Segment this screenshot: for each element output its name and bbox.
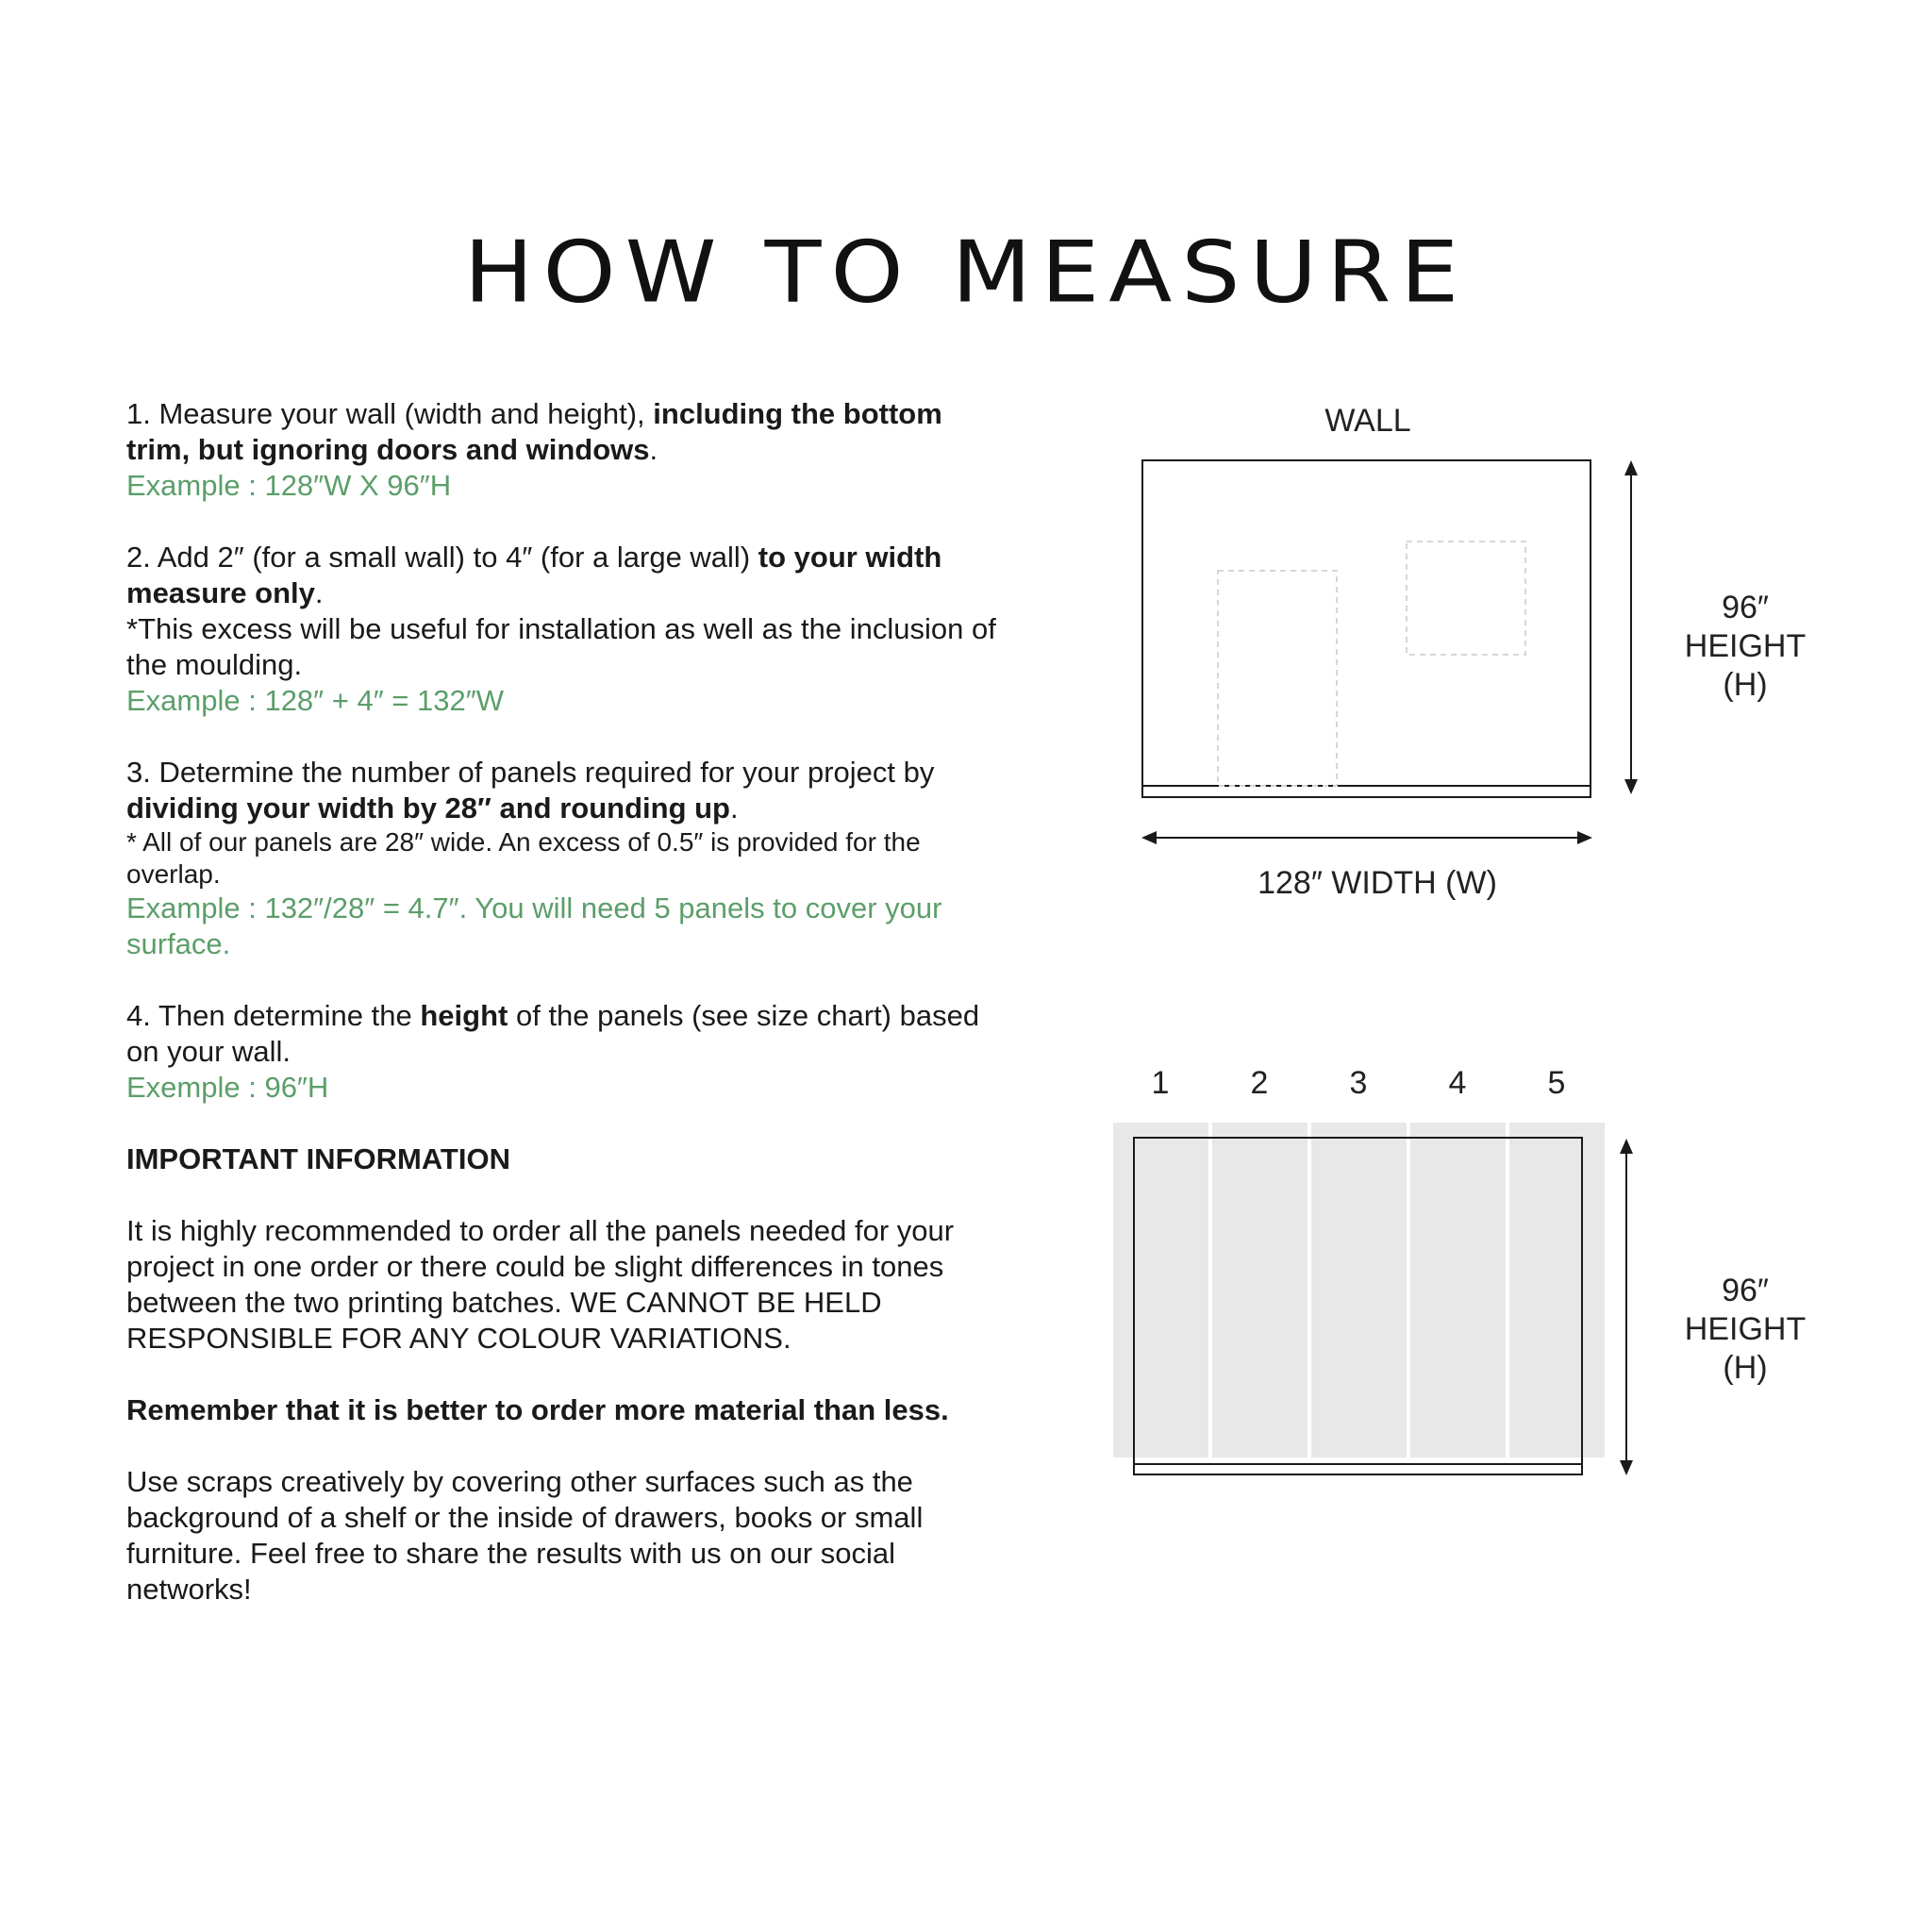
panel-number-2: 2: [1250, 1065, 1269, 1101]
step-3-note: * All of our panels are 28″ wide. An excess of 0.5″ is provided for the overlap.: [126, 827, 921, 889]
instructions-column: [126, 396, 1013, 1643]
step-4-tail: of the panels (see size chart) based on your wall.: [126, 999, 980, 1068]
panel-4: [1410, 1123, 1506, 1457]
panels-height-value: 96″: [1722, 1273, 1769, 1308]
panel-3: [1311, 1123, 1407, 1457]
page-title: HOW TO MEASURE: [463, 223, 1469, 323]
wall-outline: [1142, 460, 1591, 797]
panels-diagram: [1113, 1123, 1651, 1481]
remember-note: Remember that it is better to order more material than less.: [126, 1393, 949, 1426]
panel-strips: [1113, 1123, 1605, 1457]
step-2-note: *This excess will be useful for installation as well as the inclusion of the moulding.: [126, 612, 996, 681]
panel-number-1: 1: [1151, 1065, 1170, 1101]
wall-height-value: 96″: [1722, 590, 1769, 625]
important-heading: IMPORTANT INFORMATION: [126, 1142, 510, 1175]
panel-number-3: 3: [1349, 1065, 1368, 1101]
panel-number-5: 5: [1547, 1065, 1566, 1101]
step-2-example: Example : 128″ + 4″ = 132″W: [126, 684, 504, 717]
step-2-lead: 2. Add 2″ (for a small wall) to 4″ (for a large wall): [126, 541, 758, 574]
panels-height-abbr: (H): [1723, 1350, 1768, 1386]
step-1: [126, 396, 1013, 504]
step-1-tail: .: [649, 433, 658, 466]
wall-width-label: 128″ WIDTH (W): [1257, 865, 1497, 901]
step-3-emphasis: dividing your width by 28″ and rounding up: [126, 791, 730, 824]
step-4-lead: 4. Then determine the: [126, 999, 421, 1032]
step-1-example: Example : 128″W X 96″H: [126, 469, 452, 502]
wall-height-label: [1660, 589, 1830, 705]
step-4-example: Exemple : 96″H: [126, 1071, 329, 1104]
panel-2: [1212, 1123, 1307, 1457]
width-arrow: [1141, 831, 1592, 844]
panels-height-word: HEIGHT: [1684, 1311, 1807, 1347]
step-3-lead: 3. Determine the number of panels required for your project by: [126, 756, 935, 789]
wall-height-word: HEIGHT: [1684, 628, 1807, 664]
step-3: [126, 755, 1013, 962]
window-outline: [1407, 541, 1525, 655]
panels-height-arrow: [1620, 1139, 1633, 1475]
panel-5: [1509, 1123, 1605, 1457]
height-arrow: [1624, 460, 1638, 794]
wall-height-abbr: (H): [1723, 667, 1768, 703]
panels-height-label: [1660, 1272, 1830, 1388]
step-2-text: [126, 540, 1013, 611]
important-paragraph: It is highly recommended to order all the panels needed for your project in one order or there could be slight differences in tones between the two printing batches. WE CANNOT BE HELD RESPONSIBLE FOR ANY COLOUR VARIATIONS.: [126, 1214, 955, 1355]
wall-label: WALL: [1324, 403, 1411, 439]
step-4-emphasis: height: [420, 999, 508, 1032]
wall-diagram: [1123, 443, 1651, 858]
door-outline: [1218, 571, 1337, 786]
step-1-text: [126, 396, 1013, 468]
step-2: [126, 540, 1013, 719]
step-2-emphasis: to your width measure only: [126, 541, 942, 609]
step-3-text: [126, 755, 1013, 826]
panel-number-4: 4: [1448, 1065, 1467, 1101]
step-3-example: Example : 132″/28″ = 4.7″. You will need 5 panels to cover your surface.: [126, 891, 942, 960]
step-3-tail: .: [730, 791, 739, 824]
scraps-paragraph: Use scraps creatively by covering other surfaces such as the background of a shelf or the inside of drawers, books or small furniture. Feel free to share the results with us on our social networks!: [126, 1465, 924, 1606]
panel-numbers: [1132, 1064, 1604, 1104]
step-1-emphasis: including the bottom trim, but ignoring doors and windows: [126, 397, 942, 466]
panel-1: [1113, 1123, 1208, 1457]
step-2-tail: .: [314, 576, 324, 609]
step-4-text: [126, 998, 1013, 1070]
step-4: [126, 998, 1013, 1106]
step-1-lead: 1. Measure your wall (width and height),: [126, 397, 654, 430]
